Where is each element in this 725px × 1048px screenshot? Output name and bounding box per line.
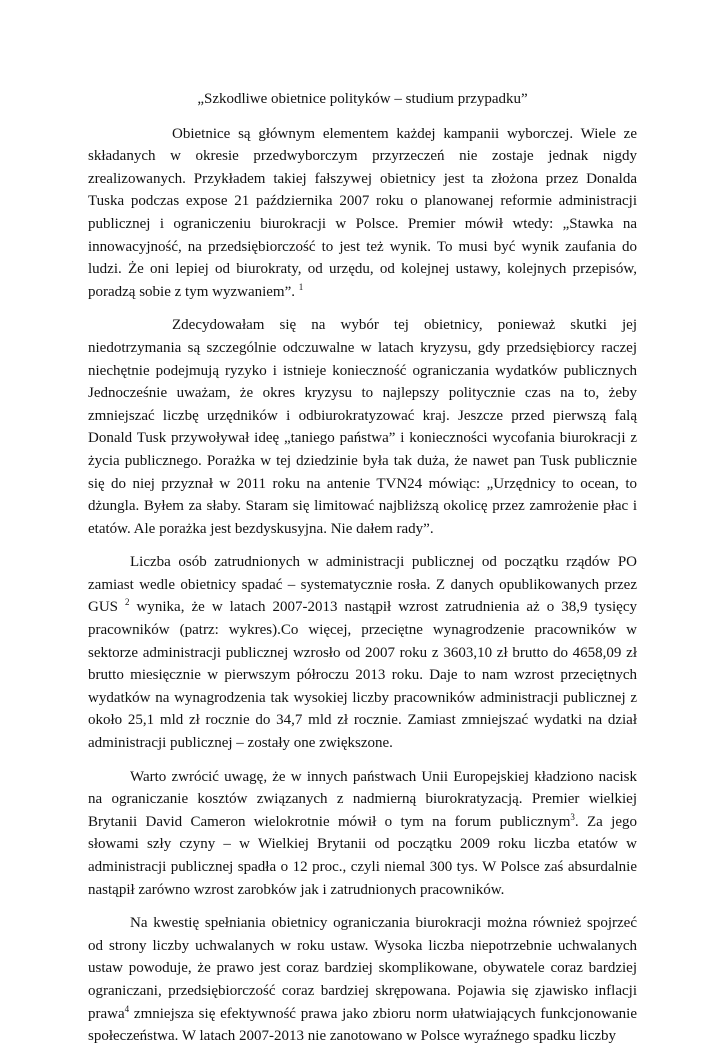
footnote-marker: 3: [570, 811, 575, 822]
paragraph-text: wynika, że w latach 2007-2013 nastąpił wzrost zatrudnienia aż o 38,9 tysięcy pracowników (patrz: wykres).Co więcej, przeciętne wynagrodzenie pracowników w sektorze administracji publicznej wzrosło od 2007 roku z 3603,10 zł brutto do 4658,09 zł brutto miesięcznie w pierwszym półroczu 2013 roku. Daje to nam wzrost przeciętnych wydatków na wynagrodzenia tak wysokiej liczby pracowników administracji publicznej z około 25,1 mld zł rocznie do 34,7 mld zł rocznie. Zamiast zmniejszać wydatki na dział administracji publicznej – zostały one zwiększone.: [88, 599, 637, 752]
paragraph-5: [88, 912, 637, 1048]
footnote-marker: 4: [124, 1003, 130, 1014]
paragraph-text: Zdecydowałam się na wybór tej obietnicy, ponieważ skutki jej niedotrzymania są szczególnie odczuwalne w latach kryzysu, gdy przedsiębiorcy raczej niechętnie podejmują ryzyko i istnieje konieczność ograniczania wydatków publicznych Jednocześnie uważam, że okres kryzysu to najlepszy politycznie czas na to, żeby zmniejszać liczbę urzędników i odbiurokratyzować kraj. Jeszcze przed pierwszą falą Donald Tusk przywoływał ideę „taniego państwa” i konieczności wycofania biurokracji z życia publicznego. Porażka w tej dziedzinie była tak duża, że nawet pan Tusk publicznie się do niej przyznał w 2011 roku na antenie TVN24 mówiąc: „Urzędnicy to ocean, to dżungla. Byłem za słaby. Staram się limitować najbliższą okolicę przez zamrożenie płac i etatów. Ale porażka jest bezdyskusyjna. Nie dałem rady”.: [88, 317, 637, 537]
paragraph-4: [88, 766, 637, 902]
paragraph-3: [88, 551, 637, 754]
paragraph-1: [88, 123, 637, 304]
paragraph-2: [88, 314, 637, 540]
footnote-marker: 2: [125, 597, 130, 608]
paragraph-text: Obietnice są głównym elementem każdej kampanii wyborczej. Wiele ze składanych w okresie przedwyborczym przyrzeczeń nie zostaje jednak nigdy zrealizowanych. Przykładem takiej fałszywej obietnicy jest ta złożona przez Donalda Tuska podczas expose 21 października 2007 roku o planowanej reformie administracji publicznej i ograniczeniu biurokracji w Polsce. Premier mówił wtedy: „Stawka na innowacyjność, na przedsiębiorczość to jest też wynik. To musi być wynik zaufania do ludzi. Że oni lepiej od biurokraty, od urzędu, od kolejnej ustawy, kolejnych przepisów, poradzą sobie z tym wyzwaniem”.: [88, 125, 637, 300]
paragraph-text: Warto zwrócić uwagę, że w innych państwach Unii Europejskiej kładziono nacisk na ograniczanie kosztów związanych z nadmierną biurokratyzacją. Premier wielkiej Brytanii David Cameron wielokrotnie mówił o tym na forum publicznym: [88, 768, 637, 830]
document-body: [88, 123, 637, 1048]
paragraph-text: zmniejsza się efektywność prawa jako zbioru norm ułatwiających funkcjonowanie społeczeństwa. W latach 2007-2013 nie zanotowano w Polsce wyraźnego spadku liczby: [88, 1005, 637, 1045]
footnote-marker: 1: [298, 281, 304, 292]
paragraph-text: Na kwestię spełniania obietnicy ograniczania biurokracji można również spojrzeć od strony liczby uchwalanych w roku ustaw. Wysoka liczba niepotrzebnie uchwalanych ustaw powoduje, że prawo jest coraz bardziej skomplikowane, obywatele coraz bardziej ograniczani, przedsiębiorczość coraz bardziej skrępowana. Pojawia się zjawisko inflacji prawa: [88, 915, 637, 1022]
paragraph-text: . Za jego słowami szły czyny – w Wielkiej Brytanii od początku 2009 roku liczba etatów w administracji publicznej spadła o 12 proc., czyli niemal 300 tys. W Polsce zaś absurdalnie nastąpił zarówno wzrost zarobków jak i zatrudnionych pracowników.: [88, 813, 637, 898]
document-title: „Szkodliwe obietnice polityków – studium przypadku”: [197, 91, 528, 107]
paragraph-text: Liczba osób zatrudnionych w administracji publicznej od początku rządów PO zamiast wedle obietnicy spadać – systematycznie rosła. Z danych opublikowanych przez GUS: [88, 554, 637, 616]
